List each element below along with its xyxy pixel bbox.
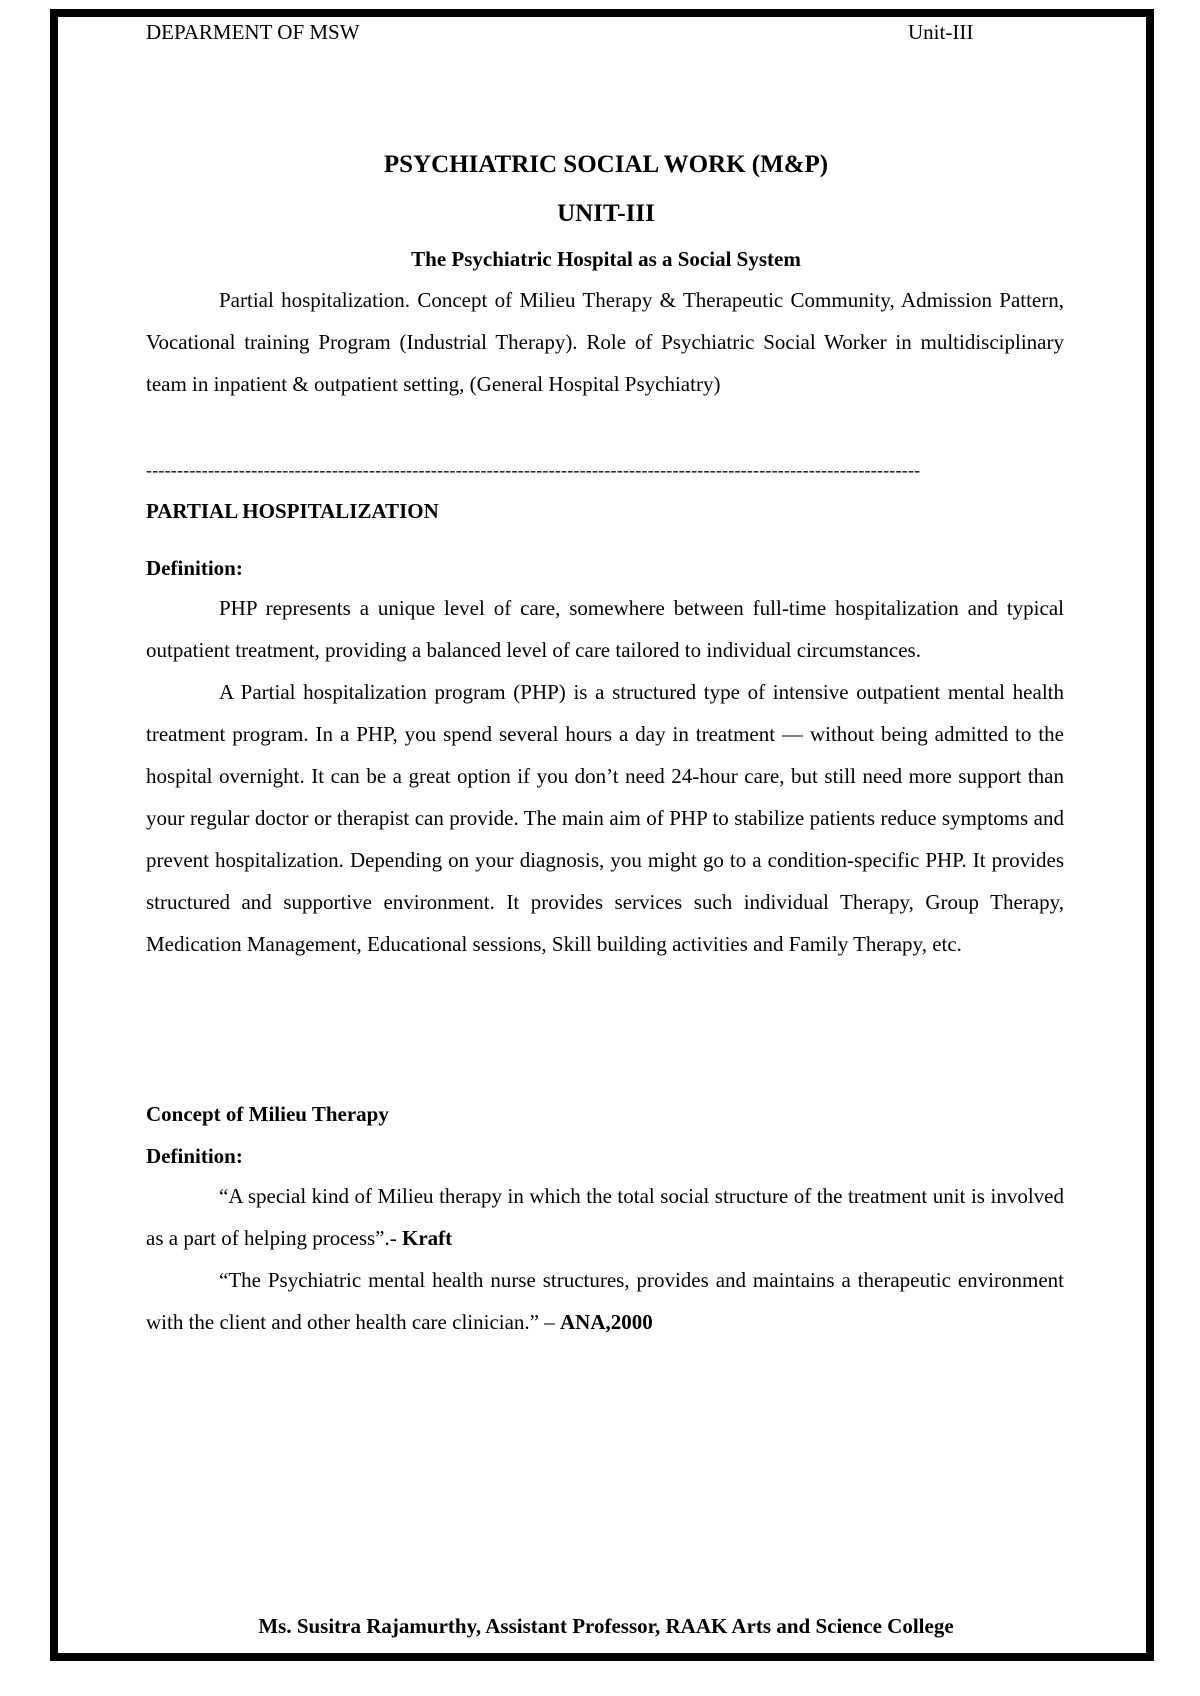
kraft-quote-text: “A special kind of Milieu therapy in which the total social structure of the treatment unit is involved as a part of helping process”.- <box>146 1184 1064 1250</box>
separator-line: ----------------------------------------------------------------------------------------------------------------------------- <box>146 460 921 480</box>
milieu-therapy-body <box>146 1175 1064 1343</box>
php-paragraph-2: A Partial hospitalization program (PHP) is a structured type of intensive outpatient mental health treatment program. In a PHP, you spend several hours a day in treatment — without being admitted to the hospital overnight. It can be a great option if you don’t need 24-hour care, but still need more support than your regular doctor or therapist can provide. The main aim of PHP to stabilize patients reduce symptoms and prevent hospitalization. Depending on your diagnosis, you might go to a condition-specific PHP. It provides structured and supportive environment. It provides services such individual Therapy, Group Therapy, Medication Management, Educational sessions, Skill building activities and Family Therapy, etc. <box>146 680 1064 956</box>
kraft-quote <box>146 1175 1064 1259</box>
header-department: DEPARMENT OF MSW <box>146 20 360 44</box>
syllabus-block <box>146 279 1064 405</box>
section-subtitle: The Psychiatric Hospital as a Social System <box>411 247 801 271</box>
definition-label-1: Definition: <box>146 556 243 580</box>
header-unit: Unit-III <box>908 20 974 44</box>
syllabus-text: Partial hospitalization. Concept of Milieu Therapy & Therapeutic Community, Admission Pattern, Vocational training Program (Industrial Therapy). Role of Psychiatric Social Worker in multidisciplinary team in inpatient & outpatient setting, (General Hospital Psychiatry) <box>146 288 1064 396</box>
php-paragraph-1: PHP represents a unique level of care, somewhere between full-time hospitalization and typical outpatient treatment, providing a balanced level of care tailored to individual circumstances. <box>146 596 1064 662</box>
partial-hospitalization-heading: PARTIAL HOSPITALIZATION <box>146 499 439 523</box>
definition-label-2: Definition: <box>146 1144 243 1168</box>
kraft-quote-author: Kraft <box>402 1226 453 1250</box>
partial-hospitalization-body <box>146 587 1064 965</box>
milieu-therapy-heading: Concept of Milieu Therapy <box>146 1102 389 1126</box>
ana-quote-author: ANA,2000 <box>560 1310 653 1334</box>
ana-quote <box>146 1259 1064 1343</box>
course-title: PSYCHIATRIC SOCIAL WORK (M&P) <box>383 151 829 178</box>
ana-quote-text: “The Psychiatric mental health nurse structures, provides and maintains a therapeutic environment with the client and other health care clinician.” – <box>146 1268 1064 1334</box>
footer-author: Ms. Susitra Rajamurthy, Assistant Professor, RAAK Arts and Science College <box>258 1614 954 1638</box>
unit-title: UNIT-III <box>557 200 655 227</box>
